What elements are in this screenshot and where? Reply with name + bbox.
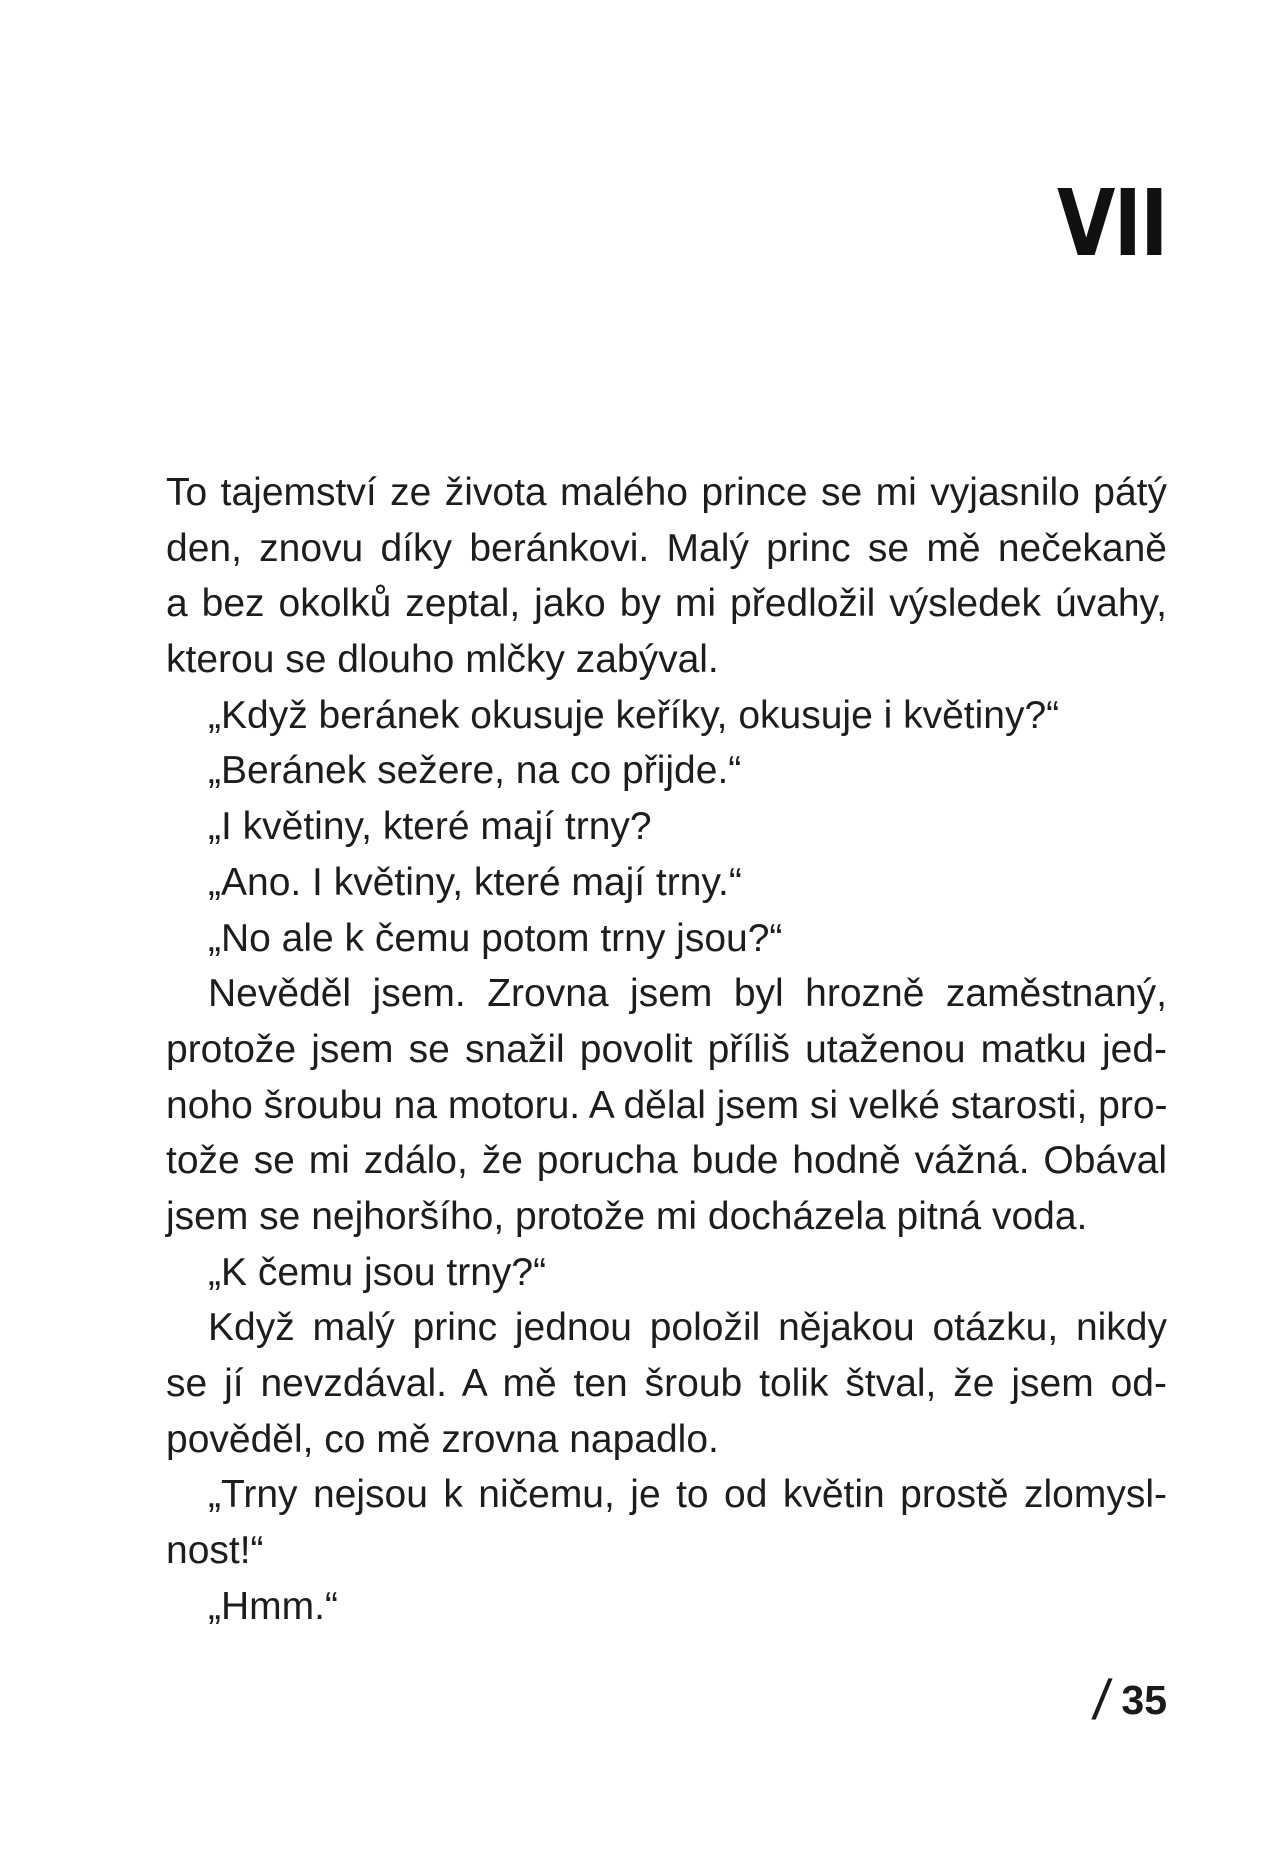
text-line: jsem se nejhoršího, protože mi docházela pitná voda. [166,1194,1088,1238]
text-line: tože se mi zdálo, že porucha bude hodně vážná. Obával [166,1139,1167,1183]
page-number: 35 [1121,1676,1167,1723]
text-line: Když malý princ jednou položil nějakou otázku, nikdy [208,1306,1167,1350]
text-line: den, znovu díky beránkovi. Malý princ se mě nečekaně [166,526,1167,570]
text-line: kterou se dlouho mlčky zabýval. [166,638,719,682]
text-line: nost!“ [166,1529,264,1573]
text-line: pověděl, co mě zrovna napadlo. [166,1417,719,1461]
text-line: Nevěděl jsem. Zrovna jsem byl hrozně zaměstnaný, [208,972,1167,1016]
chapter-number: VII [1057,170,1167,277]
text-line: To tajemství ze života malého prince se mi vyjasnilo pátý [166,471,1167,514]
text-line: „K čemu jsou trny?“ [208,1250,547,1294]
chapter-body-text [166,465,1167,1634]
text-line: „Trny nejsou k ničemu, je to od květin prostě zlomysl- [208,1473,1167,1517]
text-line: „Beránek sežere, na co přijde.“ [208,749,742,793]
text-line: „Když beránek okusuje keříky, okusuje i květiny?“ [208,693,1060,737]
text-line: a bez okolků zeptal, jako by mi předložil výsledek úvahy, [166,582,1167,626]
text-line: „I květiny, které mají trny? [208,805,652,849]
text-line: „Ano. I květiny, které mají trny.“ [208,860,742,904]
text-line: noho šroubu na motoru. A dělal jsem si velké starosti, pro- [166,1083,1168,1127]
text-line: protože jsem se snažil povolit příliš utaženou matku jed- [166,1027,1167,1071]
page-footer [1089,1668,1167,1731]
text-line: „No ale k čemu potom trny jsou?“ [208,916,783,960]
page-number-separator: / [1089,1668,1114,1731]
text-line: se jí nevzdával. A mě ten šroub tolik štval, že jsem od- [166,1362,1167,1405]
text-line: „Hmm.“ [208,1584,338,1628]
